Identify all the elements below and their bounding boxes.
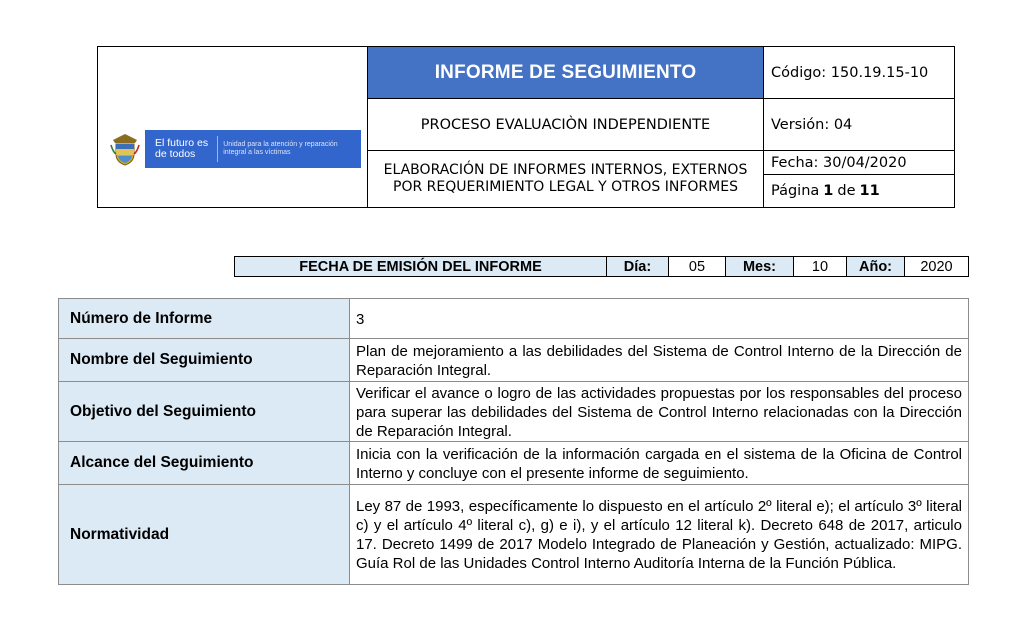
- year-label: Año:: [847, 257, 905, 276]
- emission-date-label: FECHA DE EMISIÓN DEL INFORME: [235, 257, 607, 276]
- document-title: INFORME DE SEGUIMIENTO: [368, 47, 764, 99]
- logo-entity-name: Unidad para la atención y reparación integral a las víctimas: [223, 141, 338, 156]
- table-row: [59, 339, 969, 382]
- process-name: PROCESO EVALUACIÒN INDEPENDIENTE: [368, 99, 764, 151]
- day-value: 05: [669, 257, 726, 276]
- page-label: Página: [771, 183, 820, 199]
- month-value: 10: [794, 257, 847, 276]
- followup-name-value: Plan de mejoramiento a las debilidades del Sistema de Control Interno de la Dirección de Reparación Integral.: [350, 339, 969, 382]
- page-indicator: [764, 175, 954, 207]
- month-label: Mes:: [726, 257, 794, 276]
- page-current: 1: [823, 183, 834, 199]
- logo-banner: [145, 130, 361, 168]
- table-row: [59, 382, 969, 442]
- emission-date-strip: [234, 256, 969, 277]
- followup-scope-label: Alcance del Seguimiento: [59, 442, 350, 485]
- elaboration-description: ELABORACIÓN DE INFORMES INTERNOS, EXTERNOS POR REQUERIMIENTO LEGAL Y OTROS INFORMES: [368, 151, 764, 207]
- report-number-label: Número de Informe: [59, 299, 350, 339]
- colombia-coat-of-arms-icon: [105, 130, 145, 168]
- page-total: 11: [859, 183, 880, 199]
- followup-objective-value: Verificar el avance o logro de las actividades propuestas por los responsables del proceso para superar las debilidades del Sistema de Control Interno relacionadas con la Dirección de Reparación Integral.: [350, 382, 969, 442]
- document-header: [97, 46, 955, 208]
- page-of-label: de: [837, 183, 856, 199]
- report-number-value: 3: [350, 299, 969, 339]
- table-row: [59, 299, 969, 339]
- year-value: 2020: [905, 257, 968, 276]
- day-label: Día:: [607, 257, 669, 276]
- followup-objective-label: Objetivo del Seguimiento: [59, 382, 350, 442]
- document-date: Fecha: 30/04/2020: [764, 151, 954, 175]
- regulations-label: Normatividad: [59, 485, 350, 585]
- document-version: Versión: 04: [764, 99, 954, 151]
- document-code: Código: 150.19.15-10: [764, 47, 954, 99]
- followup-scope-value: Inicia con la verificación de la información cargada en el sistema de la Oficina de Control Interno y concluye con el presente informe de seguimiento.: [350, 442, 969, 485]
- report-info-table: [58, 298, 969, 585]
- table-row: [59, 485, 969, 585]
- logo-tagline: El futuro es de todos: [155, 137, 209, 160]
- institution-logo: [105, 130, 361, 168]
- followup-name-label: Nombre del Seguimiento: [59, 339, 350, 382]
- table-row: [59, 442, 969, 485]
- logo-cell: [98, 47, 368, 207]
- regulations-value: Ley 87 de 1993, específicamente lo dispuesto en el artículo 2º literal e); el artículo 3º literal c) y el artículo 4º literal c), g) e i), y el artículo 12 literal k). Decreto 648 de 2017, articulo 17. Decreto 1499 de 2017 Modelo Integrado de Planeación y Gestión, actualizado: MIPG. Guía Rol de las Unidades Control Interno Auditoría Interna de la Función Pública.: [350, 485, 969, 585]
